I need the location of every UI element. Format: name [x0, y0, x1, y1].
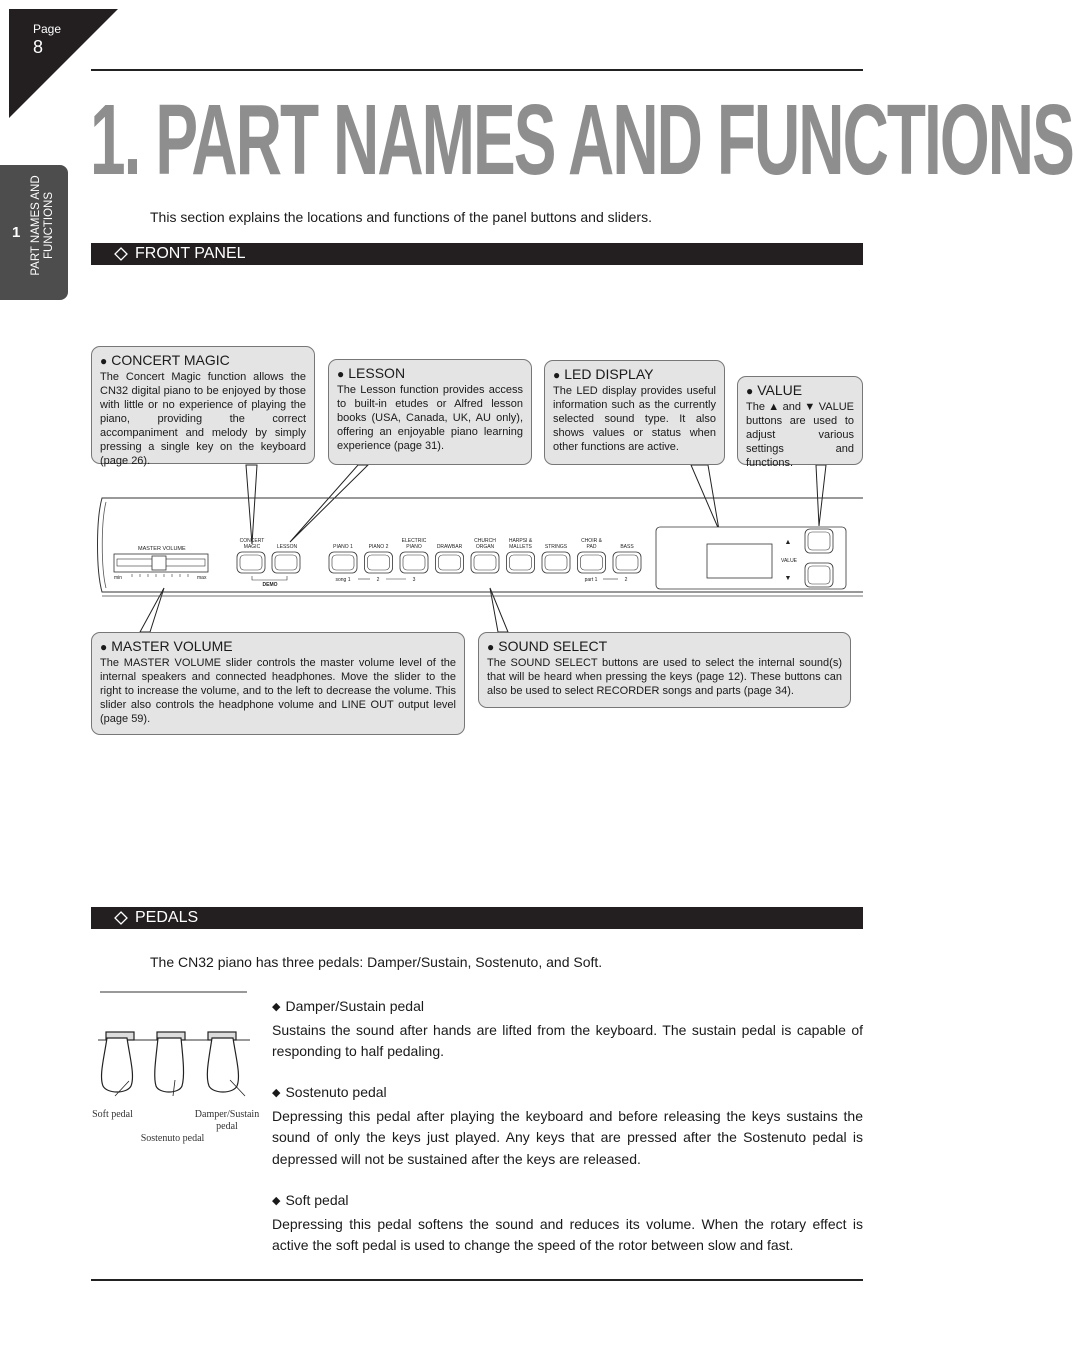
lesson-callout [328, 359, 532, 465]
panel-up-arrow-label: ▲ [784, 539, 792, 546]
damper-pedal-label: Damper/Sustain pedal [194, 1109, 260, 1132]
sound-select-button[interactable] [368, 555, 390, 570]
soft-pedal-label: Soft pedal [92, 1109, 133, 1120]
sound-button-label-line1: HARPSI & [508, 538, 533, 544]
value-callout [737, 376, 863, 469]
sound-button-label-line2: ORGAN [475, 544, 495, 550]
soft-pedal-drawing [102, 1032, 134, 1092]
sound-select-callout [478, 632, 851, 708]
master-volume-slider-knob[interactable] [152, 556, 166, 570]
led-display-callout [544, 360, 725, 465]
sound-button-label-line2: PIANO [406, 544, 422, 550]
pedals-illustration [95, 988, 255, 1098]
panel-down-arrow-label: ▼ [784, 575, 792, 582]
master-volume-callout [91, 632, 465, 735]
sound-select-button[interactable] [510, 555, 532, 570]
diamond-outline-icon [114, 911, 128, 925]
damper-pedal-title: ◆ Damper/Sustain pedal [272, 996, 863, 1020]
intro-text: This section explains the locations and functions of the panel buttons and sliders. [150, 209, 652, 225]
front-panel-illustration [88, 460, 868, 610]
master-volume-callout-text: The MASTER VOLUME slider controls the master volume level of the internal speakers and connected headphones. Move the slider to the right to increase the volume, and to the left to decrease the volume. This slider also controls the headphone volume and LINE OUT output level (page 59). [100, 657, 456, 725]
page-number: 8 [33, 37, 44, 57]
lesson-callout-title: ● LESSON [337, 365, 523, 382]
panel-lesson-label: LESSON [276, 544, 298, 550]
sound-button-label-line2: DRAWBAR [436, 544, 463, 550]
concert-magic-button[interactable] [240, 555, 262, 570]
pedals-section-bar [91, 907, 863, 929]
chapter-side-label: PART NAMES AND FUNCTIONS [30, 175, 55, 276]
sound-select-button[interactable] [332, 555, 354, 570]
front-panel-heading: FRONT PANEL [135, 245, 246, 262]
concert-magic-callout-text: The Concert Magic function allows the CN32 digital piano to be enjoyed by those with little or no experience of playing the piano, providing the correct accompaniment and melody by simply pressing a single key on the keyboard (page 26). [100, 371, 306, 467]
value-callout-title: ● VALUE [746, 382, 854, 399]
panel-concert-magic-label-1: CONCERT [239, 538, 265, 544]
sostenuto-pedal-title: ◆ Sostenuto pedal [272, 1082, 863, 1106]
lesson-callout-text: The Lesson function provides access to built-in etudes or Alfred lesson books (USA, Canada, UK, AU only), offering an enjoyable piano learning experience (page 31). [337, 384, 523, 452]
soft-pedal-text: Depressing this pedal softens the sound and reduces its volume. When the rotary effect is active the soft pedal is used to change the speed of the rotor between slow and fast. [272, 1215, 863, 1253]
sound-button-label-line1: ELECTRIC [401, 538, 427, 544]
sound-select-callout-text: The SOUND SELECT buttons are used to select the internal sound(s) that will be heard when pressing the keys (page 12). These buttons can also be used to select RECORDER songs and parts (page 34). [487, 657, 842, 697]
damper-pedal-drawing [207, 1032, 238, 1092]
front-panel-section-bar [91, 243, 863, 265]
panel-min-label: min [114, 575, 123, 581]
led-display [707, 544, 772, 578]
sound-select-button[interactable] [545, 555, 567, 570]
concert-magic-callout [91, 346, 315, 467]
sound-select-callout-title: ● SOUND SELECT [487, 638, 842, 655]
led-display-callout-text: The LED display provides useful information such as the currently selected sound type. It also shows values or status when other functions are active. [553, 385, 716, 453]
sound-button-label-line1: CHOIR & [581, 538, 602, 544]
sound-select-button[interactable] [439, 555, 461, 570]
panel-song3-label: 3 [412, 577, 416, 583]
sound-button-label-line2: PIANO 2 [368, 544, 389, 550]
panel-max-label: max [197, 575, 207, 581]
sound-select-button[interactable] [474, 555, 496, 570]
sostenuto-pedal-label: Sostenuto pedal [140, 1133, 205, 1144]
panel-concert-magic-label-2: MAGIC [243, 544, 261, 550]
master-volume-callout-title: ● MASTER VOLUME [100, 638, 456, 655]
sound-select-button[interactable] [581, 555, 603, 570]
sound-select-buttons [329, 538, 641, 573]
sound-select-button[interactable] [403, 555, 425, 570]
sound-button-label-line2: PIANO 1 [333, 544, 353, 550]
bottom-rule [91, 1279, 863, 1281]
pedals-heading: PEDALS [135, 909, 199, 926]
panel-song1-label: song 1 [335, 577, 351, 583]
sostenuto-pedal-drawing [155, 1032, 185, 1092]
panel-part1-label: part 1 [584, 577, 598, 583]
value-callout-text: The ▲ and ▼ VALUE buttons are used to adjust various settings and functions. [746, 401, 854, 469]
panel-part2-label: 2 [624, 577, 628, 583]
panel-demo-label: DEMO [262, 582, 278, 588]
sostenuto-pedal-text: Depressing this pedal after playing the keyboard and before releasing the keys sustains the sound of only the keys just played. Any keys that are pressed after the Sostenuto pedal is depressed will not be sustained after the keys are released. [272, 1107, 863, 1167]
soft-pedal-title: ◆ Soft pedal [272, 1190, 863, 1214]
page-title: 1. PART NAMES AND FUNCTIONS [90, 84, 1073, 196]
damper-pedal-text: Sustains the sound after hands are lifted from the keyboard. The sustain pedal is capable of responding to half pedaling. [272, 1021, 863, 1059]
lesson-button[interactable] [275, 555, 297, 570]
panel-song2-label: 2 [376, 577, 380, 583]
sostenuto-pedal-description [272, 1082, 863, 1170]
damper-pedal-description [272, 996, 863, 1063]
top-rule [91, 69, 863, 71]
diamond-outline-icon [114, 247, 128, 261]
panel-master-volume-label: MASTER VOLUME [138, 546, 186, 552]
value-up-button[interactable] [808, 532, 830, 550]
panel-value-label: VALUE [780, 558, 798, 564]
sound-button-label-line1: CHURCH [474, 538, 496, 544]
sound-select-button[interactable] [616, 555, 638, 570]
sound-button-label-line2: PAD [586, 544, 597, 550]
sound-button-label-line2: STRINGS [544, 544, 568, 550]
chapter-number: 1 [12, 224, 21, 241]
value-down-button[interactable] [808, 566, 830, 584]
led-display-callout-title: ● LED DISPLAY [553, 366, 716, 383]
concert-magic-callout-title: ● CONCERT MAGIC [100, 352, 306, 369]
page-label: Page [33, 22, 62, 36]
soft-pedal-description [272, 1190, 863, 1257]
pedals-intro-text: The CN32 piano has three pedals: Damper/Sustain, Sostenuto, and Soft. [150, 954, 603, 970]
sound-button-label-line2: MALLETS [509, 544, 532, 550]
sound-button-label-line2: BASS [620, 544, 634, 550]
